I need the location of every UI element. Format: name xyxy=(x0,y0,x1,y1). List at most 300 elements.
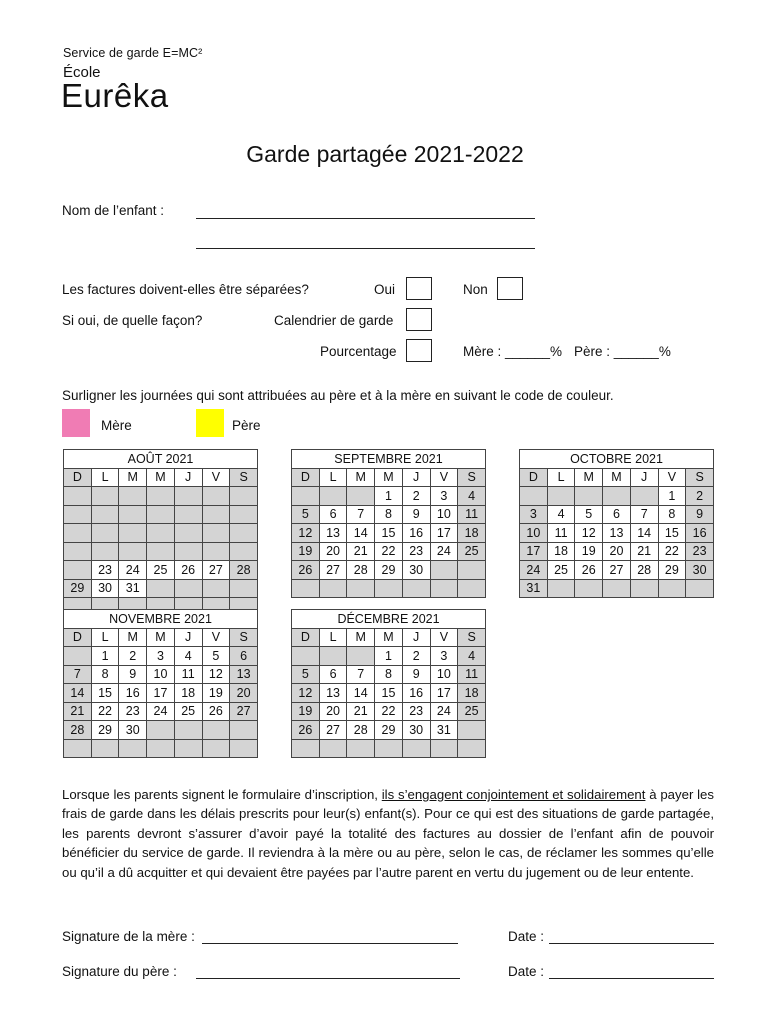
calendar-day-cell[interactable]: 29 xyxy=(64,579,92,598)
calendar-day-cell[interactable]: 24 xyxy=(430,702,458,721)
calendar-day-cell xyxy=(292,739,320,758)
calendar-day-cell xyxy=(91,542,119,561)
calendar-day-cell[interactable]: 28 xyxy=(347,721,375,740)
calendar-day-cell xyxy=(91,505,119,524)
calendar-week-row xyxy=(520,487,714,506)
calendar-week-row xyxy=(64,665,258,684)
calendar-week-row xyxy=(292,647,486,666)
calendar-day-cell[interactable]: 1 xyxy=(658,487,686,506)
day-header: M xyxy=(119,468,147,487)
calendar-day-cell[interactable]: 11 xyxy=(458,505,486,524)
percentage-option-checkbox[interactable] xyxy=(406,339,432,362)
calendar-day-cell[interactable]: 23 xyxy=(686,542,714,561)
paragraph-underlined: ils s’engagent conjointement et solidairement xyxy=(381,787,646,802)
calendar-day-cell[interactable]: 7 xyxy=(630,505,658,524)
calendar-day-cell[interactable]: 7 xyxy=(64,665,92,684)
calendar-day-cell xyxy=(202,524,230,543)
calendar-day-cell[interactable]: 5 xyxy=(202,647,230,666)
day-header: L xyxy=(91,468,119,487)
calendar-day-cell[interactable]: 12 xyxy=(202,665,230,684)
calendar-day-cell[interactable]: 18 xyxy=(547,542,575,561)
calendar-day-cell[interactable]: 1 xyxy=(91,647,119,666)
calendar-day-cell[interactable]: 8 xyxy=(658,505,686,524)
pere-signature-label: Signature du père : xyxy=(62,964,177,979)
calendar-week-row xyxy=(64,702,258,721)
calendar-day-cell[interactable]: 9 xyxy=(119,665,147,684)
day-header: J xyxy=(402,468,430,487)
calendar-day-cell[interactable]: 10 xyxy=(430,505,458,524)
calendar-day-cell[interactable]: 24 xyxy=(147,702,175,721)
calendar-day-cell xyxy=(547,579,575,598)
calendar-day-cell[interactable]: 18 xyxy=(174,684,202,703)
calendar-day-cell[interactable]: 23 xyxy=(91,561,119,580)
calendar-day-cell xyxy=(686,579,714,598)
calendar-day-cell[interactable]: 26 xyxy=(292,561,320,580)
calendar-week-row xyxy=(292,505,486,524)
calendar-day-cell[interactable]: 3 xyxy=(520,505,548,524)
day-header: J xyxy=(174,468,202,487)
child-name-label: Nom de l’enfant : xyxy=(62,203,165,218)
child-name-field-2[interactable] xyxy=(196,248,535,249)
calendar-day-cell[interactable]: 25 xyxy=(174,702,202,721)
calendar-day-cell[interactable]: 27 xyxy=(319,721,347,740)
calendar-week-row xyxy=(64,505,258,524)
calendar-day-cell[interactable]: 30 xyxy=(402,561,430,580)
pere-legend-label: Père xyxy=(232,418,261,433)
calendar-day-cell xyxy=(347,487,375,506)
pere-signature-field[interactable] xyxy=(196,978,460,979)
calendar-day-cell xyxy=(174,721,202,740)
calendar-day-cell xyxy=(292,647,320,666)
calendar-day-cell xyxy=(147,739,175,758)
calendar-day-cell[interactable]: 2 xyxy=(402,647,430,666)
calendar-day-cell[interactable]: 4 xyxy=(458,647,486,666)
calendar-day-cell[interactable]: 15 xyxy=(91,684,119,703)
calendar-day-cell[interactable]: 24 xyxy=(119,561,147,580)
day-header: D xyxy=(64,468,92,487)
pere-color-swatch xyxy=(196,409,224,437)
calendar-day-cell[interactable]: 21 xyxy=(630,542,658,561)
calendar-week-row xyxy=(292,665,486,684)
calendar-day-cell[interactable]: 18 xyxy=(458,524,486,543)
calendar-day-cell[interactable]: 29 xyxy=(375,561,403,580)
calendar-2 xyxy=(519,449,714,598)
logo-eureka-text: Eurêka xyxy=(61,77,169,114)
calendar-day-cell[interactable]: 27 xyxy=(603,561,631,580)
calendar-week-row xyxy=(64,487,258,506)
calendar-day-cell xyxy=(347,647,375,666)
calendar-day-cell[interactable]: 28 xyxy=(630,561,658,580)
calendar-day-cell[interactable]: 31 xyxy=(119,579,147,598)
day-header: M xyxy=(603,468,631,487)
calendar-day-cell[interactable]: 28 xyxy=(64,721,92,740)
how-question: Si oui, de quelle façon? xyxy=(62,313,203,328)
calendar-day-cell xyxy=(575,487,603,506)
paragraph-part1: Lorsque les parents signent le formulaire d’inscription, xyxy=(62,787,382,802)
calendar-day-cell[interactable]: 30 xyxy=(119,721,147,740)
calendar-day-cell[interactable]: 13 xyxy=(319,684,347,703)
calendar-day-cell[interactable]: 29 xyxy=(658,561,686,580)
calendar-day-cell[interactable]: 9 xyxy=(686,505,714,524)
calendar-day-cell xyxy=(91,487,119,506)
percentage-option-label: Pourcentage xyxy=(320,344,397,359)
child-name-field[interactable] xyxy=(196,218,535,219)
calendar-day-cell xyxy=(458,739,486,758)
calendar-day-cell[interactable]: 3 xyxy=(430,647,458,666)
calendar-day-cell[interactable]: 12 xyxy=(292,684,320,703)
calendar-day-cell xyxy=(458,721,486,740)
calendar-day-cell xyxy=(64,505,92,524)
calendar-day-cell xyxy=(430,739,458,758)
calendar-day-cell xyxy=(230,739,258,758)
calendar-day-cell[interactable]: 19 xyxy=(202,684,230,703)
calendar-day-cell[interactable]: 6 xyxy=(319,505,347,524)
calendar-day-cell[interactable]: 26 xyxy=(174,561,202,580)
calendar-day-cell[interactable]: 21 xyxy=(347,702,375,721)
calendar-week-row xyxy=(64,647,258,666)
calendar-day-cell[interactable]: 15 xyxy=(658,524,686,543)
calendar-day-cell[interactable]: 7 xyxy=(347,665,375,684)
calendar-day-cell[interactable]: 6 xyxy=(319,665,347,684)
calendar-day-cell[interactable]: 2 xyxy=(686,487,714,506)
paragraph-part2: à payer les frais de garde dans les délais prescrits pour leur(s) enfant(s). Pour ce qui est des situations de garde partagée, les parents devront s’assurer d’avoir payé la totalité des factures au dossier de l’enfant afin de pouvoir bénéficier du service de garde. Il reviendra à la mère ou au père, selon le cas, de réclamer les sommes qu’elle ou qu’il a dû acquitter et qui devaient être payées par l’autre parent en vertu du jugement ou de leur entente. xyxy=(62,787,714,880)
mere-signature-label: Signature de la mère : xyxy=(62,929,195,944)
day-header: M xyxy=(575,468,603,487)
calendar-day-cell[interactable]: 16 xyxy=(686,524,714,543)
calendar-day-cell[interactable]: 14 xyxy=(630,524,658,543)
calendar-day-cell xyxy=(202,542,230,561)
calendar-day-cell[interactable]: 5 xyxy=(575,505,603,524)
calendar-day-cell[interactable]: 12 xyxy=(292,524,320,543)
calendar-day-cell[interactable]: 10 xyxy=(430,665,458,684)
day-header: S xyxy=(230,628,258,647)
calendar-day-cell[interactable]: 25 xyxy=(458,702,486,721)
calendar-day-cell[interactable]: 22 xyxy=(375,702,403,721)
calendar-day-cell xyxy=(230,524,258,543)
calendar-day-cell[interactable]: 27 xyxy=(230,702,258,721)
calendar-day-cell xyxy=(292,579,320,598)
calendar-day-cell xyxy=(230,487,258,506)
calendar-day-cell[interactable]: 9 xyxy=(402,505,430,524)
calendar-week-row xyxy=(292,487,486,506)
non-label: Non xyxy=(463,282,488,297)
calendar-day-cell[interactable]: 17 xyxy=(430,684,458,703)
calendar-day-cell[interactable]: 17 xyxy=(147,684,175,703)
color-instruction: Surligner les journées qui sont attribuées au père et à la mère en suivant le code de couleur. xyxy=(62,388,614,403)
calendar-day-cell[interactable]: 26 xyxy=(575,561,603,580)
calendar-day-cell[interactable]: 8 xyxy=(375,505,403,524)
calendar-day-cell xyxy=(230,542,258,561)
calendar-week-row xyxy=(292,561,486,580)
calendar-month-title: AOÛT 2021 xyxy=(64,450,258,469)
oui-checkbox[interactable] xyxy=(406,277,432,300)
calendar-day-cell xyxy=(547,487,575,506)
calendar-day-cell xyxy=(174,487,202,506)
day-header: J xyxy=(630,468,658,487)
calendar-day-cell[interactable]: 29 xyxy=(375,721,403,740)
calendar-option-label: Calendrier de garde xyxy=(274,313,394,328)
calendar-day-cell[interactable]: 19 xyxy=(575,542,603,561)
calendar-day-cell[interactable]: 26 xyxy=(292,721,320,740)
non-checkbox[interactable] xyxy=(497,277,523,300)
calendar-day-cell xyxy=(147,524,175,543)
calendar-week-row xyxy=(520,524,714,543)
mere-signature-field[interactable] xyxy=(202,943,458,944)
calendar-day-cell xyxy=(347,739,375,758)
day-header: J xyxy=(174,628,202,647)
mere-legend-label: Mère xyxy=(101,418,132,433)
pere-date-field[interactable] xyxy=(549,978,714,979)
calendar-day-cell[interactable]: 22 xyxy=(91,702,119,721)
day-header: M xyxy=(375,628,403,647)
calendar-day-cell xyxy=(630,487,658,506)
calendar-day-cell[interactable]: 21 xyxy=(347,542,375,561)
calendar-day-cell[interactable]: 31 xyxy=(520,579,548,598)
calendar-day-cell xyxy=(375,739,403,758)
day-header: D xyxy=(292,468,320,487)
calendar-day-cell xyxy=(91,524,119,543)
invoices-question: Les factures doivent-elles être séparées? xyxy=(62,282,309,297)
calendar-day-cell[interactable]: 5 xyxy=(292,665,320,684)
calendar-day-cell xyxy=(64,487,92,506)
calendar-day-cell xyxy=(430,561,458,580)
calendar-day-cell[interactable]: 25 xyxy=(147,561,175,580)
calendar-day-cell xyxy=(202,721,230,740)
calendar-day-cell[interactable]: 16 xyxy=(402,684,430,703)
calendar-week-row xyxy=(292,721,486,740)
calendar-day-cell[interactable]: 2 xyxy=(402,487,430,506)
calendar-day-cell[interactable]: 1 xyxy=(375,487,403,506)
calendar-day-cell[interactable]: 1 xyxy=(375,647,403,666)
mere-percentage-field[interactable]: Mère : ______% xyxy=(463,344,563,359)
calendar-day-cell[interactable]: 10 xyxy=(520,524,548,543)
logo-service-text: Service de garde E=MC² xyxy=(63,46,203,60)
day-header: V xyxy=(658,468,686,487)
day-header: L xyxy=(91,628,119,647)
calendar-day-cell xyxy=(575,579,603,598)
calendar-day-cell[interactable]: 12 xyxy=(575,524,603,543)
calendar-day-cell[interactable]: 15 xyxy=(375,684,403,703)
day-header: J xyxy=(402,628,430,647)
calendar-day-cell xyxy=(319,739,347,758)
calendar-day-cell[interactable]: 13 xyxy=(603,524,631,543)
calendar-day-cell xyxy=(230,579,258,598)
calendar-day-cell[interactable]: 30 xyxy=(686,561,714,580)
calendar-day-cell[interactable]: 8 xyxy=(375,665,403,684)
calendar-day-cell xyxy=(603,487,631,506)
day-header: D xyxy=(64,628,92,647)
calendar-day-cell[interactable]: 6 xyxy=(230,647,258,666)
day-header: L xyxy=(319,628,347,647)
calendar-day-cell[interactable]: 24 xyxy=(520,561,548,580)
calendar-day-cell[interactable]: 14 xyxy=(347,684,375,703)
calendar-day-cell[interactable]: 20 xyxy=(603,542,631,561)
calendar-day-cell xyxy=(64,739,92,758)
calendar-day-cell[interactable]: 9 xyxy=(402,665,430,684)
calendar-week-row xyxy=(292,542,486,561)
calendar-day-cell xyxy=(147,505,175,524)
calendar-day-cell xyxy=(658,579,686,598)
day-header: L xyxy=(319,468,347,487)
day-header: M xyxy=(347,468,375,487)
calendar-day-cell xyxy=(319,487,347,506)
calendar-day-cell xyxy=(119,739,147,758)
calendar-week-row xyxy=(64,684,258,703)
calendar-day-cell xyxy=(347,579,375,598)
calendar-day-cell[interactable]: 22 xyxy=(658,542,686,561)
calendar-month-title: SEPTEMBRE 2021 xyxy=(292,450,486,469)
calendar-day-cell[interactable]: 29 xyxy=(91,721,119,740)
calendar-day-cell[interactable]: 10 xyxy=(147,665,175,684)
calendar-day-cell xyxy=(174,739,202,758)
mere-date-field[interactable] xyxy=(549,943,714,944)
calendar-day-cell xyxy=(119,487,147,506)
calendar-day-cell[interactable]: 7 xyxy=(347,505,375,524)
calendar-day-cell xyxy=(91,739,119,758)
calendar-4 xyxy=(291,609,486,758)
calendar-day-cell xyxy=(630,579,658,598)
calendar-day-cell xyxy=(119,505,147,524)
calendar-day-cell[interactable]: 13 xyxy=(230,665,258,684)
calendar-day-cell[interactable]: 22 xyxy=(375,542,403,561)
calendar-option-checkbox[interactable] xyxy=(406,308,432,331)
day-header: M xyxy=(347,628,375,647)
day-header: V xyxy=(430,628,458,647)
calendar-day-cell[interactable]: 24 xyxy=(430,542,458,561)
day-header: V xyxy=(430,468,458,487)
calendar-day-cell[interactable]: 31 xyxy=(430,721,458,740)
calendar-day-cell[interactable]: 19 xyxy=(292,702,320,721)
calendar-1 xyxy=(291,449,486,598)
calendar-day-cell[interactable]: 19 xyxy=(292,542,320,561)
calendar-day-cell xyxy=(64,524,92,543)
logo-ecole-text: École xyxy=(63,64,101,81)
calendar-day-cell[interactable]: 25 xyxy=(458,542,486,561)
calendar-day-cell[interactable]: 23 xyxy=(402,702,430,721)
calendar-day-cell[interactable]: 30 xyxy=(91,579,119,598)
calendar-day-cell xyxy=(174,542,202,561)
calendar-month-title: OCTOBRE 2021 xyxy=(520,450,714,469)
day-header: S xyxy=(230,468,258,487)
calendar-day-cell xyxy=(64,561,92,580)
calendar-day-cell[interactable]: 11 xyxy=(458,665,486,684)
calendar-day-cell xyxy=(430,579,458,598)
calendar-day-cell[interactable]: 11 xyxy=(174,665,202,684)
calendar-week-row xyxy=(292,684,486,703)
calendar-day-cell xyxy=(202,487,230,506)
day-header: S xyxy=(458,468,486,487)
calendar-week-row xyxy=(520,579,714,598)
calendar-week-row xyxy=(520,561,714,580)
calendar-day-cell[interactable]: 18 xyxy=(458,684,486,703)
day-header: D xyxy=(292,628,320,647)
calendar-day-cell[interactable]: 26 xyxy=(202,702,230,721)
calendar-day-cell[interactable]: 28 xyxy=(230,561,258,580)
day-header: L xyxy=(547,468,575,487)
calendar-day-cell xyxy=(230,505,258,524)
calendar-day-cell[interactable]: 15 xyxy=(375,524,403,543)
calendar-day-cell[interactable]: 17 xyxy=(520,542,548,561)
calendar-day-cell xyxy=(147,487,175,506)
day-header: M xyxy=(147,628,175,647)
calendar-day-cell[interactable]: 4 xyxy=(174,647,202,666)
calendar-day-cell[interactable]: 3 xyxy=(147,647,175,666)
calendar-3 xyxy=(63,609,258,758)
pere-date-label: Date : xyxy=(508,964,545,979)
day-header: D xyxy=(520,468,548,487)
calendar-day-cell[interactable]: 20 xyxy=(319,542,347,561)
day-header: M xyxy=(375,468,403,487)
calendar-day-cell xyxy=(147,721,175,740)
calendar-day-cell xyxy=(147,542,175,561)
calendar-day-cell[interactable]: 21 xyxy=(64,702,92,721)
calendar-day-cell xyxy=(119,542,147,561)
day-header: V xyxy=(202,468,230,487)
calendar-week-row xyxy=(64,561,258,580)
calendar-week-row xyxy=(292,524,486,543)
calendar-day-cell xyxy=(319,647,347,666)
calendar-month-title: NOVEMBRE 2021 xyxy=(64,610,258,629)
calendar-day-cell[interactable]: 17 xyxy=(430,524,458,543)
calendar-0 xyxy=(63,449,258,617)
day-header: M xyxy=(147,468,175,487)
calendar-day-cell[interactable]: 2 xyxy=(119,647,147,666)
calendar-day-cell xyxy=(292,487,320,506)
calendar-week-row xyxy=(520,505,714,524)
calendar-day-cell xyxy=(520,487,548,506)
mere-color-swatch xyxy=(62,409,90,437)
calendar-week-row xyxy=(64,739,258,758)
calendar-day-cell[interactable]: 11 xyxy=(547,524,575,543)
legal-paragraph xyxy=(62,785,714,882)
calendar-day-cell[interactable]: 20 xyxy=(319,702,347,721)
calendar-day-cell[interactable]: 8 xyxy=(91,665,119,684)
calendar-day-cell[interactable]: 16 xyxy=(402,524,430,543)
calendar-day-cell[interactable]: 6 xyxy=(603,505,631,524)
calendar-day-cell xyxy=(202,579,230,598)
page-title: Garde partagée 2021-2022 xyxy=(246,141,524,167)
calendar-day-cell[interactable]: 23 xyxy=(119,702,147,721)
calendar-day-cell[interactable]: 14 xyxy=(64,684,92,703)
calendar-day-cell[interactable]: 3 xyxy=(430,487,458,506)
calendar-day-cell xyxy=(64,647,92,666)
calendar-day-cell[interactable]: 30 xyxy=(402,721,430,740)
calendar-day-cell[interactable]: 4 xyxy=(547,505,575,524)
calendar-day-cell xyxy=(64,542,92,561)
calendar-day-cell xyxy=(230,721,258,740)
calendar-day-cell xyxy=(458,579,486,598)
calendar-day-cell[interactable]: 13 xyxy=(319,524,347,543)
calendar-day-cell[interactable]: 23 xyxy=(402,542,430,561)
calendar-day-cell[interactable]: 14 xyxy=(347,524,375,543)
calendar-day-cell[interactable]: 28 xyxy=(347,561,375,580)
calendar-day-cell[interactable]: 25 xyxy=(547,561,575,580)
calendar-day-cell xyxy=(319,579,347,598)
calendar-week-row xyxy=(520,542,714,561)
calendar-day-cell[interactable]: 16 xyxy=(119,684,147,703)
calendar-day-cell[interactable]: 4 xyxy=(458,487,486,506)
calendar-day-cell xyxy=(202,505,230,524)
calendar-day-cell[interactable]: 27 xyxy=(319,561,347,580)
calendar-day-cell[interactable]: 20 xyxy=(230,684,258,703)
pere-percentage-field[interactable]: Père : ______% xyxy=(574,344,671,359)
mere-date-label: Date : xyxy=(508,929,545,944)
calendar-week-row xyxy=(292,739,486,758)
calendar-day-cell[interactable]: 27 xyxy=(202,561,230,580)
calendar-day-cell xyxy=(603,579,631,598)
calendar-day-cell xyxy=(119,524,147,543)
calendar-day-cell[interactable]: 5 xyxy=(292,505,320,524)
